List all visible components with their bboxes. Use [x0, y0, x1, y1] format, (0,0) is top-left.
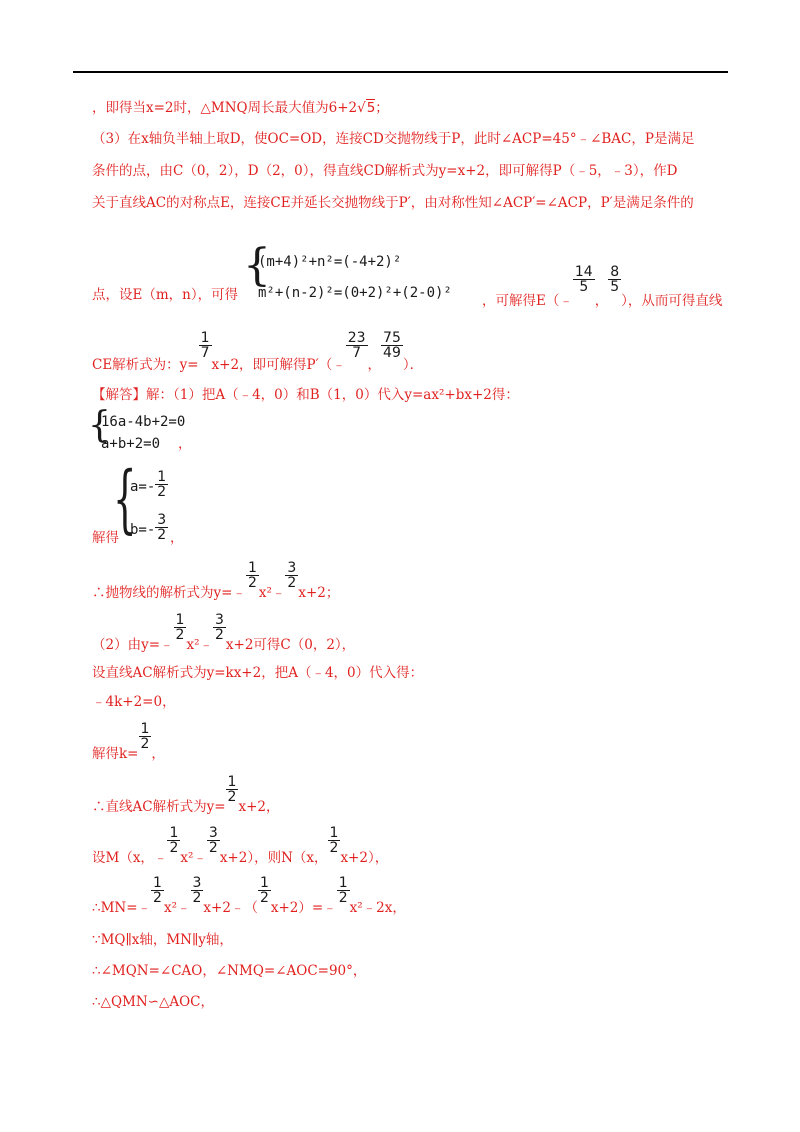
fraction: $\frac{23}{7}$ [347, 330, 366, 361]
fraction: $\frac{1}{2}$ [153, 875, 162, 906]
solution-line-3: ∴抛物线的解析式为y=﹣ $\frac{1}{2}$ x²﹣ $\frac{3}{2}$ x+2； [92, 560, 340, 601]
analysis-line-4: 关于直线AC的对称点E，连接CE并延长交抛物线于P′，由对称性知∠ACP′=∠ACP，P′是满足条件的 [92, 195, 694, 211]
solution-value: b=- $\frac{3}{2}$ [130, 512, 167, 543]
solution-line-9: 设M（x，﹣ $\frac{1}{2}$ x²﹣ $\frac{3}{2}$ x+2），则N（x， $\frac{1}{2}$ x+2）， [92, 825, 389, 866]
solution-line-11: ∵MQ∥x轴，MN∥y轴， [92, 932, 233, 948]
solution-line-13: ∴△QMN∽△AOC， [92, 994, 215, 1010]
left-brace: { [113, 456, 137, 542]
fraction: $\frac{1}{2}$ [140, 721, 150, 752]
solution-value: a=- $\frac{1}{2}$ [130, 469, 167, 500]
solution-line-8: ∴直线AC解析式为y= $\frac{1}{2}$ x+2， [92, 774, 280, 815]
fraction: $\frac{1}{7}$ [200, 330, 210, 361]
sqrt-symbol: √5 [357, 100, 376, 116]
equation-system-line: a+b+2=0 [101, 436, 161, 452]
fraction: $\frac{1}{2}$ [338, 875, 348, 906]
fraction: $\frac{1}{2}$ [329, 825, 339, 856]
solution-line-5: 设直线AC解析式为y=kx+2，把A（﹣4，0）代入得： [92, 665, 424, 681]
solution-line-10: ∴MN=﹣ $\frac{1}{2}$ x²﹣ $\frac{3}{2}$ x+2﹣（ $\frac{1}{2}$ x+2）=﹣ $\frac{1}{2}$ x²﹣2x， [92, 875, 406, 916]
fraction: $\frac{1}{2}$ [247, 560, 257, 591]
analysis-line-5: 点，设E（m，n），可得 [92, 287, 239, 303]
equation-system-line: m²+(n-2)²=(0+2)²+(2-0)² [258, 285, 452, 301]
solution-line-2: 解得 [92, 530, 119, 546]
punctuation: ， [170, 530, 184, 546]
analysis-line-6: CE解析式为：y= $\frac{1}{7}$ x+2，即可解得P′（﹣ $\frac{23}{7}$ ， $\frac{75}{49}$ ）． [92, 330, 424, 373]
fraction: $\frac{3}{2}$ [157, 512, 167, 543]
fraction: $\frac{3}{2}$ [287, 560, 297, 591]
fraction: $\frac{8}{5}$ [610, 264, 620, 295]
punctuation: ， [178, 436, 192, 452]
solution-line-6: ﹣4k+2=0， [92, 694, 176, 710]
fraction: $\frac{1}{2}$ [259, 875, 269, 906]
analysis-line-1: ，即得当x=2时，△MNQ周长最大值为6+2√5； [92, 100, 389, 116]
equation-system-line: (m+4)²+n²=(-4+2)² [258, 254, 402, 270]
fraction: $\frac{1}{2}$ [169, 825, 179, 856]
fraction: $\frac{14}{5}$ [574, 264, 593, 295]
fraction: $\frac{3}{2}$ [208, 825, 218, 856]
solution-line-4: （2）由y=﹣ $\frac{1}{2}$ x²﹣ $\frac{3}{2}$ x+2可得C（0，2）， [92, 612, 356, 653]
solution-line-12: ∴∠MQN=∠CAO，∠NMQ=∠AOC=90°， [92, 963, 367, 979]
left-brace: { [243, 240, 271, 291]
fraction: $\frac{1}{2}$ [175, 612, 185, 643]
fraction: $\frac{1}{2}$ [157, 469, 167, 500]
fraction: $\frac{3}{2}$ [192, 875, 202, 906]
analysis-line-5-result: ，可解得E（﹣ $\frac{14}{5}$ ， $\frac{8}{5}$ ），从而可得直线 [482, 264, 723, 309]
solution-line-1: 【解答】解：（1）把A（﹣4，0）和B（1，0）代入y=ax²+bx+2得： [92, 387, 519, 403]
header-rule [73, 71, 728, 73]
solution-tag: 【解答】 [92, 387, 146, 403]
fraction: $\frac{1}{2}$ [227, 774, 237, 805]
fraction: $\frac{3}{2}$ [214, 612, 224, 643]
equation-system-line: 16a-4b+2=0 [101, 414, 186, 430]
left-brace: { [88, 405, 111, 446]
solution-line-7: 解得k= $\frac{1}{2}$ ， [92, 721, 165, 762]
fraction: $\frac{75}{49}$ [383, 330, 401, 361]
analysis-line-3: 条件的点，由C（0，2），D（2，0），得直线CD解析式为y=x+2，即可解得P（﹣5，﹣3），作D [92, 163, 678, 179]
analysis-line-2: （3）在x轴负半轴上取D，使OC=OD，连接CD交抛物线于P，此时∠ACP=45°﹣∠BAC，P是满足 [92, 131, 695, 147]
